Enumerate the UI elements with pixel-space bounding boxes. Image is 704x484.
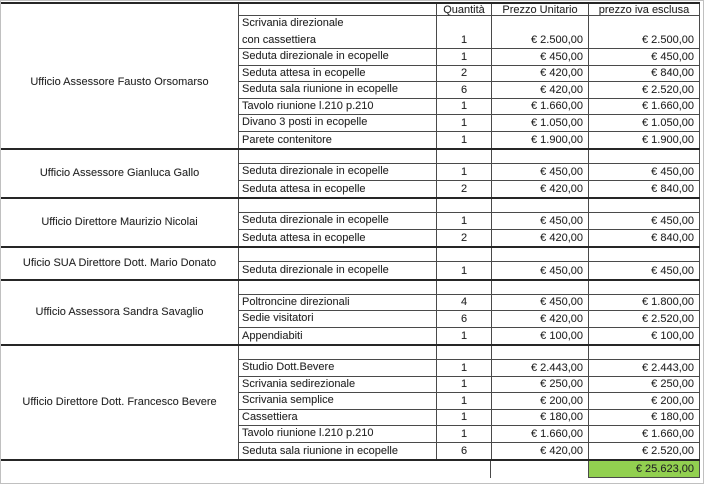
spacer-total-cell [588,150,700,164]
table-body [1,16,700,461]
unit-price-cell: € 450,00 [491,213,588,230]
description-line: Cassettiera [242,410,298,423]
unit-price-cell: € 250,00 [491,377,588,394]
total-price-cell: € 200,00 [588,393,700,410]
spacer-description-cell [238,248,436,262]
total-price-cell: € 2.520,00 [588,443,700,460]
quantity-cell: 1 [436,360,491,377]
item-description-cell [238,262,436,279]
quantity-cell: 1 [436,16,491,49]
spacer-quantity-cell [436,150,491,164]
total-price-cell: € 840,00 [588,230,700,247]
furniture-order-table [1,2,700,478]
unit-price-cell: € 420,00 [491,181,588,198]
description-line: Seduta sala riunione in ecopelle [242,83,398,95]
item-description-cell [238,426,436,443]
description-line: Studio Dott.Bevere [242,361,335,373]
quantity-cell: 1 [436,164,491,181]
total-price-cell: € 450,00 [588,262,700,279]
quantity-cell: 6 [436,311,491,328]
quantity-cell: 1 [436,426,491,443]
spacer-description-cell [238,346,436,360]
unit-price-cell: € 420,00 [491,82,588,99]
quantity-cell: 1 [436,393,491,410]
unit-price-cell: € 1.050,00 [491,115,588,132]
item-description-cell [238,230,436,247]
total-price-cell: € 450,00 [588,49,700,66]
description-line: Seduta attesa in ecopelle [242,182,366,195]
unit-price-cell: € 450,00 [491,164,588,181]
total-row-spacer [1,461,436,478]
item-description-cell [238,393,436,410]
item-description-cell [238,164,436,181]
item-description-cell [238,213,436,230]
item-description-cell [238,99,436,116]
unit-price-column-header: Prezzo Unitario [491,4,588,16]
total-price-cell: € 1.660,00 [588,426,700,443]
spacer-unit-price-cell [491,281,588,295]
total-price-cell: € 2.443,00 [588,360,700,377]
unit-price-cell: € 450,00 [491,49,588,66]
quantity-column-header: Quantità [436,4,491,16]
item-description-cell [238,16,436,49]
description-line: Seduta direzionale in ecopelle [242,214,389,226]
spacer-quantity-cell [436,281,491,295]
quantity-cell: 1 [436,262,491,279]
item-description-cell [238,82,436,99]
spacer-quantity-cell [436,199,491,213]
spacer-total-cell [588,346,700,360]
item-description-cell [238,295,436,312]
item-description-cell [238,132,436,149]
unit-price-cell: € 2.500,00 [491,16,588,49]
total-price-cell: € 2.500,00 [588,16,700,49]
total-price-cell: € 1.050,00 [588,115,700,132]
quantity-cell: 1 [436,99,491,116]
office-name-cell: Ufficio Assessora Sandra Savaglio [35,305,204,318]
spacer-total-cell [588,199,700,213]
office-section [1,199,700,248]
item-description-cell [238,311,436,328]
unit-price-cell: € 200,00 [491,393,588,410]
description-line: con cassettiera [242,33,316,46]
office-name-cell: Uficio SUA Direttore Dott. Mario Donato [22,256,217,269]
description-line: Sedie visitatori [242,312,314,324]
office-name-cell: Ufficio Assessore Gianluca Gallo [39,167,200,179]
total-row-quantity-spacer [436,461,491,478]
price-excl-vat-column-header: prezzo iva esclusa [588,4,700,16]
description-line: Scrivania direzionale [242,17,344,29]
quantity-cell: 4 [436,295,491,312]
total-price-cell: € 2.520,00 [588,311,700,328]
table-header-row [1,4,700,16]
total-price-cell: € 1.660,00 [588,99,700,116]
spacer-unit-price-cell [491,150,588,164]
quantity-cell: 1 [436,49,491,66]
description-line: Scrivania sedirezionale [242,377,356,390]
quantity-cell: 6 [436,82,491,99]
quantity-cell: 2 [436,230,491,247]
spacer-quantity-cell [436,346,491,360]
spacer-description-cell [238,150,436,164]
unit-price-cell: € 450,00 [491,262,588,279]
quantity-cell: 1 [436,115,491,132]
unit-price-cell: € 420,00 [491,230,588,247]
total-price-cell: € 1.900,00 [588,132,700,149]
grand-total-row [1,461,700,478]
item-description-cell [238,410,436,427]
unit-price-cell: € 1.660,00 [491,426,588,443]
total-price-cell: € 450,00 [588,164,700,181]
description-line: Tavolo riunione l.210 p.210 [242,427,374,439]
description-line: Seduta sala riunione in ecopelle [242,444,398,457]
grand-total-value: € 25.623,00 [588,461,700,478]
quantity-cell: 1 [436,213,491,230]
description-line: Divano 3 posti in ecopelle [242,116,368,128]
item-description-cell [238,377,436,394]
spacer-quantity-cell [436,248,491,262]
spacer-description-cell [238,199,436,213]
item-description-cell [238,360,436,377]
unit-price-cell: € 420,00 [491,311,588,328]
quantity-cell: 1 [436,377,491,394]
spacer-unit-price-cell [491,199,588,213]
total-price-cell: € 1.800,00 [588,295,700,312]
description-line: Seduta direzionale in ecopelle [242,264,389,276]
unit-price-cell: € 1.900,00 [491,132,588,149]
description-line: Seduta attesa in ecopelle [242,231,366,244]
description-line: Scrivania semplice [242,394,334,406]
unit-price-cell: € 420,00 [491,443,588,460]
office-section [1,16,700,150]
office-section [1,150,700,199]
quantity-cell: 1 [436,132,491,149]
unit-price-cell: € 100,00 [491,328,588,345]
quantity-cell: 2 [436,181,491,198]
office-section [1,281,700,347]
unit-price-cell: € 420,00 [491,66,588,83]
item-description-cell [238,181,436,198]
unit-price-cell: € 180,00 [491,410,588,427]
total-row-unit-spacer [491,461,588,478]
item-description-cell [238,328,436,345]
description-line: Seduta direzionale in ecopelle [242,50,389,62]
total-price-cell: € 250,00 [588,377,700,394]
total-price-cell: € 840,00 [588,181,700,198]
quantity-cell: 1 [436,328,491,345]
total-price-cell: € 840,00 [588,66,700,83]
item-description-cell [238,66,436,83]
item-description-cell [238,443,436,460]
office-section [1,346,700,461]
spacer-total-cell [588,281,700,295]
quantity-cell: 2 [436,66,491,83]
office-name-cell: Ufficio Direttore Dott. Francesco Bevere [22,396,217,408]
spacer-unit-price-cell [491,346,588,360]
spacer-total-cell [588,248,700,262]
description-line: Poltroncine direzionali [242,295,350,308]
unit-price-cell: € 450,00 [491,295,588,312]
quantity-cell: 1 [436,410,491,427]
unit-price-cell: € 1.660,00 [491,99,588,116]
description-line: Seduta attesa in ecopelle [242,66,366,79]
office-name-cell: Ufficio Assessore Fausto Orsomarso [30,75,209,88]
description-line: Appendiabiti [242,329,303,342]
spacer-unit-price-cell [491,248,588,262]
total-price-cell: € 100,00 [588,328,700,345]
office-column-header [1,4,238,16]
unit-price-cell: € 2.443,00 [491,360,588,377]
office-section [1,248,700,281]
total-price-cell: € 2.520,00 [588,82,700,99]
description-line: Parete contenitore [242,133,332,146]
total-price-cell: € 180,00 [588,410,700,427]
spacer-description-cell [238,281,436,295]
description-line: Tavolo riunione l.210 p.210 [242,99,374,112]
item-description-cell [238,49,436,66]
office-name-cell: Ufficio Direttore Maurizio Nicolai [41,216,198,228]
quantity-cell: 6 [436,443,491,460]
total-price-cell: € 450,00 [588,213,700,230]
description-column-header [238,4,436,16]
description-line: Seduta direzionale in ecopelle [242,165,389,177]
item-description-cell [238,115,436,132]
